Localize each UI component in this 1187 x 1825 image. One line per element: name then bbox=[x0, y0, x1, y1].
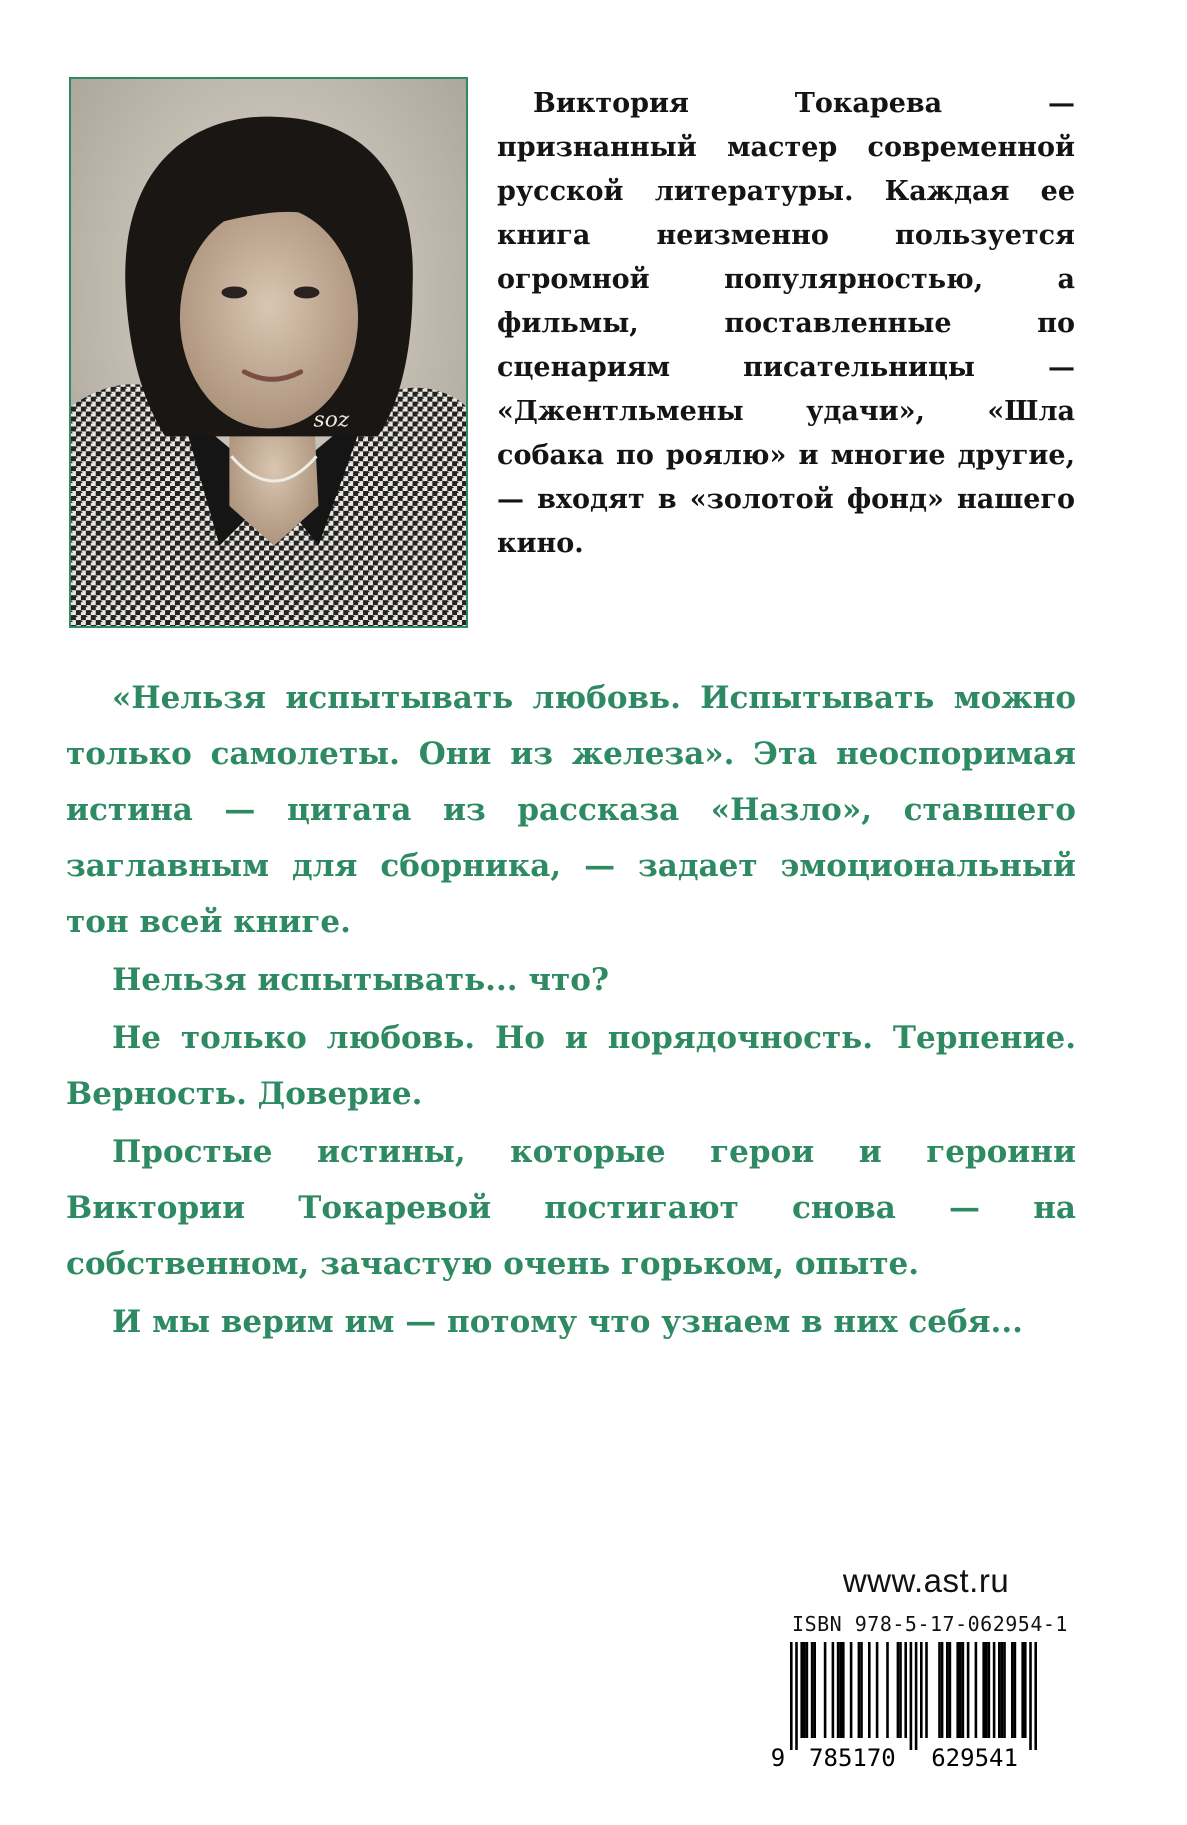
barcode-bar bbox=[1024, 1642, 1027, 1738]
barcode-bar bbox=[982, 1642, 985, 1738]
barcode-bar bbox=[1021, 1642, 1024, 1738]
barcode-bar bbox=[988, 1642, 991, 1738]
author-bio bbox=[497, 82, 1075, 566]
barcode-bar bbox=[967, 1642, 970, 1738]
author-bio-text: Виктория Токарева — признанный мастер современной русской литературы. Каждая ее книга неизменно пользуется огромной популярностью, а фильмы, поставленные по сценариям писательницы — «Джентльмены удачи», «Шла собака по роялю» и многие другие, — входят в «золотой фонд» нашего кино. bbox=[497, 88, 1075, 559]
blurb-paragraph: Не только любовь. Но и порядочность. Терпение. Верность. Доверие. bbox=[66, 1020, 1076, 1112]
barcode-bar bbox=[920, 1642, 923, 1738]
author-photo bbox=[69, 77, 468, 628]
blurb-paragraph: Простые истины, которые герои и героини Виктории Токаревой постигают снова — на собственном, зачастую очень горьком, опыте. bbox=[66, 1134, 1076, 1282]
barcode-bar bbox=[842, 1642, 845, 1738]
barcode-bar bbox=[837, 1642, 840, 1738]
barcode-bar bbox=[1014, 1642, 1017, 1738]
barcode-bar bbox=[868, 1642, 871, 1738]
barcode-bar bbox=[949, 1642, 952, 1738]
barcode-graphic bbox=[768, 1642, 1065, 1770]
barcode bbox=[768, 1642, 1065, 1770]
barcode-bar bbox=[910, 1642, 913, 1750]
blurb-paragraph: «Нельзя испытывать любовь. Испытывать можно только самолеты. Они из железа». Эта неоспоримая истина — цитата из рассказа «Назло», ставшего заглавным для сборника, — задает эмоциональный тон всей книге. bbox=[66, 680, 1076, 940]
barcode-bar bbox=[832, 1642, 835, 1738]
author-portrait-image bbox=[71, 79, 466, 626]
barcode-bar bbox=[915, 1642, 918, 1750]
barcode-digits: 9 bbox=[770, 1744, 786, 1770]
barcode-bar bbox=[813, 1642, 816, 1738]
barcode-bar bbox=[1034, 1642, 1037, 1750]
barcode-bar bbox=[941, 1642, 944, 1738]
barcode-digits: 785170 bbox=[809, 1744, 896, 1770]
book-blurb bbox=[66, 670, 1076, 1352]
barcode-bar bbox=[897, 1642, 900, 1738]
publisher-website: www.ast.ru bbox=[842, 1562, 1010, 1599]
barcode-bar bbox=[938, 1642, 941, 1738]
barcode-bar bbox=[993, 1642, 996, 1738]
blurb-paragraph: Нельзя испытывать... что? bbox=[112, 962, 610, 998]
barcode-bar bbox=[946, 1642, 949, 1738]
barcode-bar bbox=[858, 1642, 861, 1738]
barcode-bar bbox=[850, 1642, 853, 1738]
barcode-bar bbox=[975, 1642, 978, 1738]
barcode-bar bbox=[985, 1642, 988, 1738]
barcode-bar bbox=[860, 1642, 863, 1738]
barcode-bar bbox=[811, 1642, 814, 1738]
barcode-bar bbox=[800, 1642, 803, 1738]
barcode-bar bbox=[803, 1642, 806, 1738]
barcode-bar bbox=[839, 1642, 842, 1738]
barcode-bar bbox=[824, 1642, 827, 1738]
barcode-bar bbox=[790, 1642, 793, 1750]
barcode-bar bbox=[956, 1642, 959, 1738]
barcode-bar bbox=[959, 1642, 962, 1738]
barcode-digits: 629541 bbox=[931, 1744, 1018, 1770]
barcode-bar bbox=[795, 1642, 798, 1750]
barcode-bar bbox=[806, 1642, 809, 1738]
barcode-bar bbox=[899, 1642, 902, 1738]
barcode-bar bbox=[904, 1642, 907, 1738]
barcode-bar bbox=[925, 1642, 928, 1738]
blurb-paragraph: И мы верим им — потому что узнаем в них себя... bbox=[112, 1304, 1023, 1340]
barcode-bar bbox=[998, 1642, 1001, 1738]
barcode-bar bbox=[1029, 1642, 1032, 1750]
barcode-bar bbox=[1003, 1642, 1006, 1738]
barcode-bar bbox=[1011, 1642, 1014, 1738]
isbn-number: ISBN 978-5-17-062954-1 bbox=[792, 1612, 1068, 1636]
barcode-bar bbox=[876, 1642, 879, 1738]
barcode-bar bbox=[962, 1642, 965, 1738]
barcode-bar bbox=[886, 1642, 889, 1738]
barcode-bar bbox=[1001, 1642, 1004, 1738]
svg-text:soz: soz bbox=[313, 407, 350, 433]
